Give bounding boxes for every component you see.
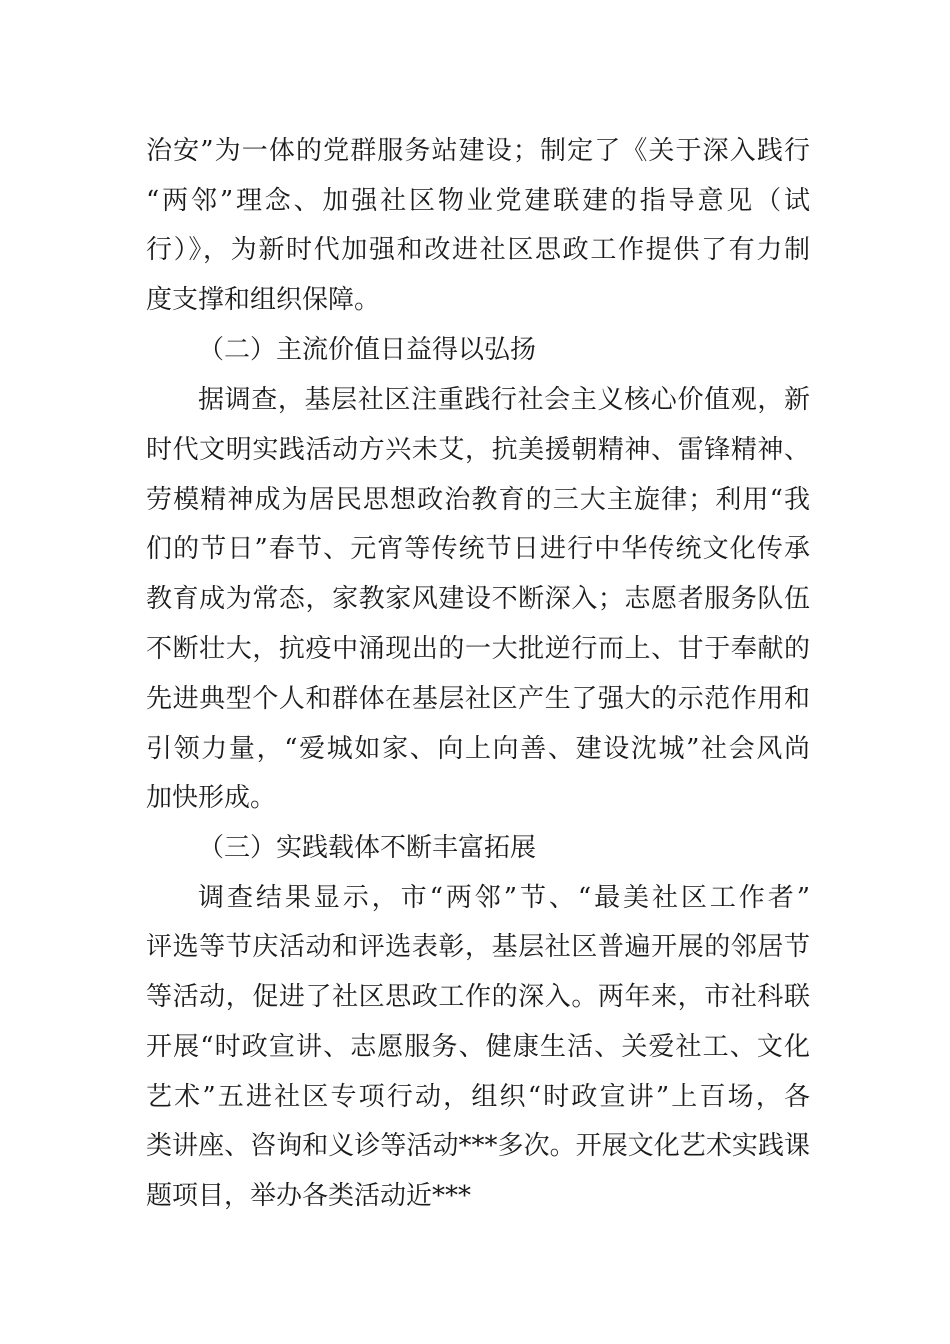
paragraph-line: 评选等节庆活动和评选表彰，基层社区普遍开展的邻居节	[146, 932, 810, 962]
paragraph-line: 不断壮大，抗疫中涌现出的一大批逆行而上、甘于奉献的	[146, 634, 810, 664]
paragraph-line: 先进典型个人和群体在基层社区产生了强大的示范作用和	[146, 684, 810, 714]
paragraph-line: 等活动，促进了社区思政工作的深入。两年来，市社科联	[146, 982, 810, 1012]
paragraph-line: 开展“时政宣讲、志愿服务、健康生活、关爱社工、文化	[146, 1032, 810, 1062]
paragraph-line: 治安”为一体的党群服务站建设；制定了《关于深入践行	[146, 136, 810, 166]
section-heading-2: （二）主流价值日益得以弘扬	[198, 335, 537, 365]
section-heading-3: （三）实践载体不断丰富拓展	[198, 833, 537, 863]
paragraph-line: 调查结果显示，市“两邻”节、“最美社区工作者”	[198, 883, 810, 913]
paragraph-line: 据调查，基层社区注重践行社会主义核心价值观，新	[198, 385, 810, 415]
paragraph-line: 教育成为常态，家教家风建设不断深入；志愿者服务队伍	[146, 584, 810, 614]
paragraph-line: 引领力量，“爱城如家、向上向善、建设沈城”社会风尚	[146, 734, 810, 764]
paragraph-line: 加快形成。	[146, 783, 277, 813]
paragraph-line: 度支撑和组织保障。	[146, 285, 381, 315]
paragraph-line: 时代文明实践活动方兴未艾，抗美援朝精神、雷锋精神、	[146, 435, 810, 465]
paragraph-line: 们的节日”春节、元宵等传统节日进行中华传统文化传承	[146, 534, 810, 564]
paragraph-line: 劳模精神成为居民思想政治教育的三大主旋律；利用“我	[146, 485, 810, 515]
paragraph-line: “两邻”理念、加强社区物业党建联建的指导意见（试	[146, 186, 810, 216]
paragraph-line: 题项目，举办各类活动近***	[146, 1181, 472, 1211]
paragraph-line: 行）》，为新时代加强和改进社区思政工作提供了有力制	[146, 235, 810, 265]
paragraph-line: 艺术”五进社区专项行动，组织“时政宣讲”上百场，各	[146, 1082, 810, 1112]
paragraph-line: 类讲座、咨询和义诊等活动***多次。开展文化艺术实践课	[146, 1131, 810, 1161]
